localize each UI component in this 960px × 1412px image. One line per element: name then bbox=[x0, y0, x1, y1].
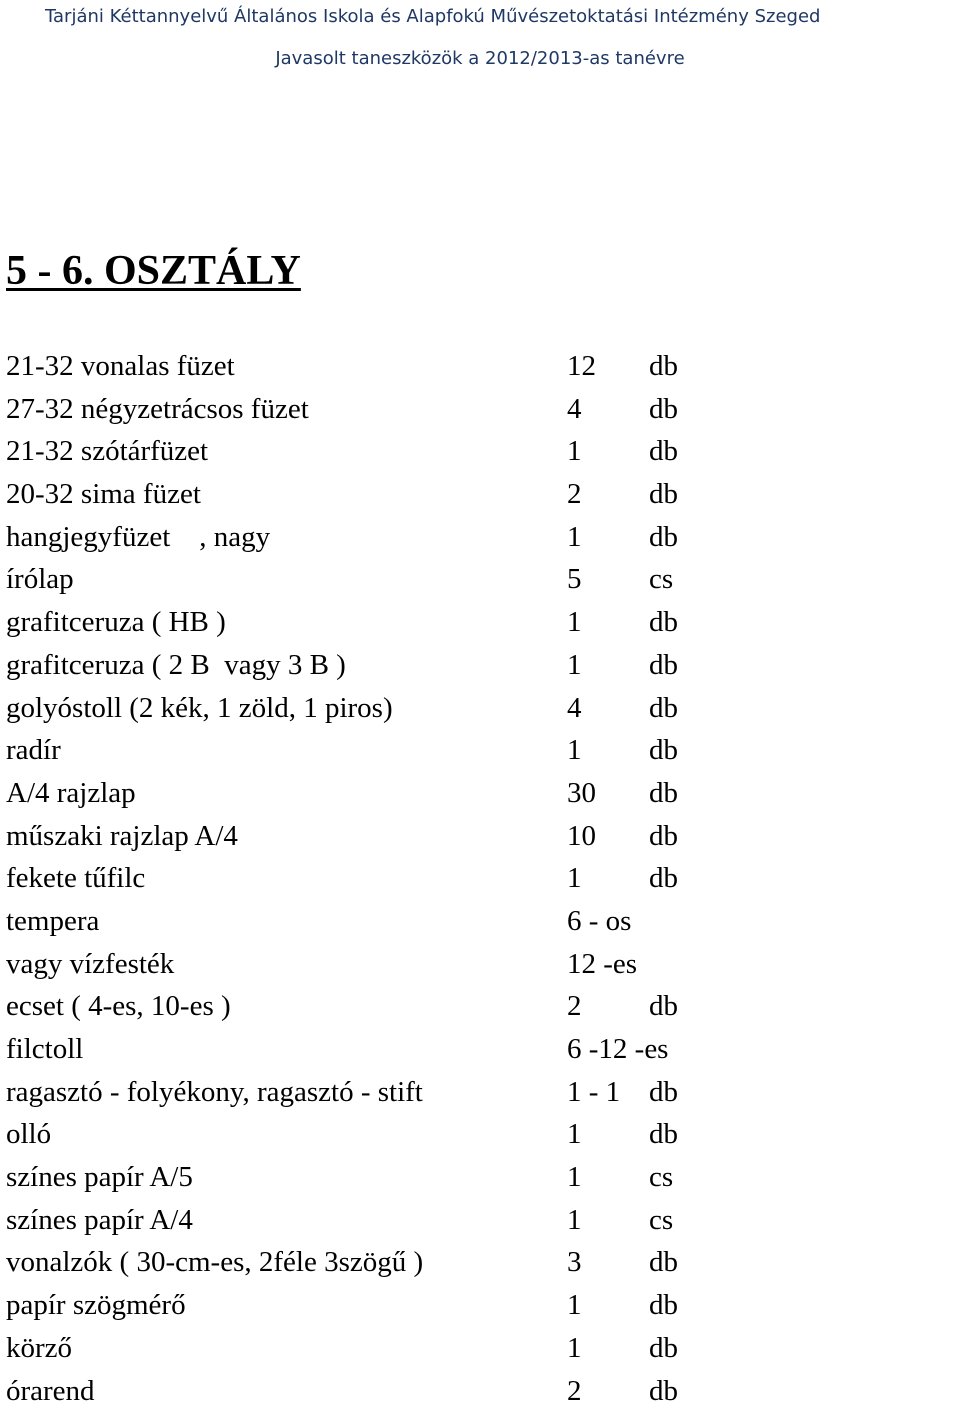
supply-unit: db bbox=[649, 601, 678, 644]
supply-unit: db bbox=[649, 430, 678, 473]
supply-quantity: 1 bbox=[567, 729, 582, 772]
supply-name: 27-32 négyzetrácsos füzet bbox=[6, 388, 309, 431]
school-name: Tarjáni Kéttannyelvű Általános Iskola és Alapfokú Művészetoktatási Intézmény Szeged bbox=[45, 5, 960, 29]
supply-quantity: 1 bbox=[567, 516, 582, 559]
supply-unit: db bbox=[649, 1327, 678, 1370]
supply-quantity: 2 bbox=[567, 1370, 582, 1412]
supply-name: grafitceruza ( HB ) bbox=[6, 601, 226, 644]
document-subtitle: Javasolt taneszközök a 2012/2013-as tanévre bbox=[0, 47, 960, 71]
supply-name: radír bbox=[6, 729, 61, 772]
supply-quantity: 2 bbox=[567, 985, 582, 1028]
supply-quantity: 6 -12 -es bbox=[567, 1028, 668, 1071]
supply-name: vonalzók ( 30-cm-es, 2féle 3szögű ) bbox=[6, 1241, 423, 1284]
supply-name: színes papír A/5 bbox=[6, 1156, 193, 1199]
supply-unit: db bbox=[649, 772, 678, 815]
supply-unit: cs bbox=[649, 558, 673, 601]
supply-quantity: 1 bbox=[567, 601, 582, 644]
supply-unit: db bbox=[649, 857, 678, 900]
supply-quantity: 1 bbox=[567, 644, 582, 687]
supply-unit: db bbox=[649, 388, 678, 431]
supply-unit: db bbox=[649, 985, 678, 1028]
supply-quantity: 5 bbox=[567, 558, 582, 601]
supply-quantity: 2 bbox=[567, 473, 582, 516]
supply-quantity: 1 bbox=[567, 1327, 582, 1370]
supply-name: hangjegyfüzet , nagy bbox=[6, 516, 270, 559]
supply-unit: db bbox=[649, 1284, 678, 1327]
supply-unit: db bbox=[649, 345, 678, 388]
supply-name: vagy vízfesték bbox=[6, 943, 174, 986]
supply-unit: db bbox=[649, 516, 678, 559]
supply-quantity: 1 - 1 bbox=[567, 1071, 620, 1114]
supply-unit: db bbox=[649, 1113, 678, 1156]
supply-name: órarend bbox=[6, 1370, 95, 1412]
supply-quantity: 1 bbox=[567, 1284, 582, 1327]
supply-name: grafitceruza ( 2 B vagy 3 B ) bbox=[6, 644, 346, 687]
supply-name: ecset ( 4-es, 10-es ) bbox=[6, 985, 231, 1028]
supply-quantity: 12 bbox=[567, 345, 596, 388]
supply-unit: db bbox=[649, 687, 678, 730]
supply-quantity: 10 bbox=[567, 815, 596, 858]
supply-name: papír szögmérő bbox=[6, 1284, 186, 1327]
supply-quantity: 1 bbox=[567, 857, 582, 900]
supply-name: színes papír A/4 bbox=[6, 1199, 193, 1242]
supply-name: 20-32 sima füzet bbox=[6, 473, 201, 516]
supply-quantity: 1 bbox=[567, 1199, 582, 1242]
supply-name: írólap bbox=[6, 558, 74, 601]
supply-name: tempera bbox=[6, 900, 99, 943]
supply-quantity: 3 bbox=[567, 1241, 582, 1284]
supply-unit: cs bbox=[649, 1199, 673, 1242]
supply-unit: db bbox=[649, 473, 678, 516]
supply-quantity: 30 bbox=[567, 772, 596, 815]
supply-unit: db bbox=[649, 1241, 678, 1284]
supply-unit: db bbox=[649, 729, 678, 772]
supply-quantity: 4 bbox=[567, 388, 582, 431]
supply-quantity: 1 bbox=[567, 1156, 582, 1199]
supply-unit: db bbox=[649, 644, 678, 687]
supply-name: olló bbox=[6, 1113, 51, 1156]
supply-quantity: 6 - os bbox=[567, 900, 631, 943]
supply-unit: cs bbox=[649, 1156, 673, 1199]
supply-name: golyóstoll (2 kék, 1 zöld, 1 piros) bbox=[6, 687, 393, 730]
supply-quantity: 12 -es bbox=[567, 943, 637, 986]
supply-unit: db bbox=[649, 1071, 678, 1114]
supply-unit: db bbox=[649, 1370, 678, 1412]
supply-quantity: 4 bbox=[567, 687, 582, 730]
supply-name: fekete tűfilc bbox=[6, 857, 145, 900]
supply-unit: db bbox=[649, 815, 678, 858]
supply-name: műszaki rajzlap A/4 bbox=[6, 815, 238, 858]
supply-quantity: 1 bbox=[567, 1113, 582, 1156]
supply-name: 21-32 szótárfüzet bbox=[6, 430, 208, 473]
supply-name: A/4 rajzlap bbox=[6, 772, 136, 815]
supply-name: filctoll bbox=[6, 1028, 83, 1071]
supply-name: ragasztó - folyékony, ragasztó - stift bbox=[6, 1071, 423, 1114]
supply-name: körző bbox=[6, 1327, 72, 1370]
supply-name: 21-32 vonalas füzet bbox=[6, 345, 235, 388]
supply-quantity: 1 bbox=[567, 430, 582, 473]
page-title: 5 - 6. OSZTÁLY bbox=[6, 246, 301, 296]
